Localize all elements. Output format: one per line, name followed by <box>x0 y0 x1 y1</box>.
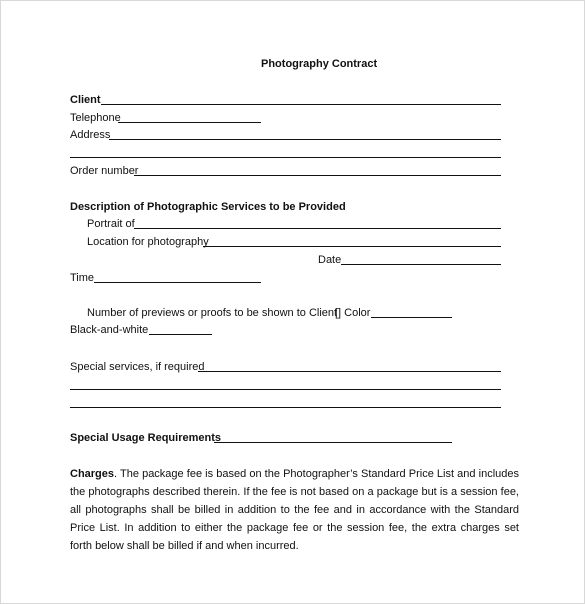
portrait-of-label: Portrait of <box>87 218 135 230</box>
telephone-field-line[interactable] <box>118 122 261 123</box>
description-heading: Description of Photographic Services to be Provided <box>70 201 346 213</box>
black-and-white-label: Black-and-white <box>70 324 149 336</box>
date-label: Date <box>318 254 342 266</box>
special-services-field-line[interactable] <box>198 371 501 372</box>
special-services-field-line-2[interactable] <box>70 389 501 390</box>
date-field-line[interactable] <box>341 264 501 265</box>
special-usage-label: Special Usage Requirements <box>70 432 222 444</box>
client-label: Client <box>70 94 101 106</box>
special-services-field-line-3[interactable] <box>70 407 501 408</box>
location-field-line[interactable] <box>203 246 501 247</box>
location-label: Location for photography <box>87 236 209 248</box>
address-field-line[interactable] <box>109 139 501 140</box>
telephone-label: Telephone <box>70 112 121 124</box>
previews-label: Number of previews or proofs to be shown to Client <box>87 307 338 319</box>
address-label: Address <box>70 129 111 141</box>
portrait-of-field-line[interactable] <box>134 228 501 229</box>
time-field-line[interactable] <box>94 282 261 283</box>
address-field-line-2[interactable] <box>70 157 501 158</box>
special-services-label: Special services, if required <box>70 361 205 373</box>
color-checkbox-label[interactable]: [] Color <box>335 307 371 319</box>
page-title: Photography Contract <box>261 58 378 70</box>
order-number-field-line[interactable] <box>134 175 501 176</box>
color-field-line[interactable] <box>371 317 452 318</box>
order-number-label: Order number <box>70 165 139 177</box>
charges-text: . The package fee is based on the Photographer’s Standard Price List and includes the photographs described therein. If the fee is not based on a package but is a session fee, all photographs shall be billed in addition to the fee and in accordance with the Standard Price List. In addition to either the package fee or the session fee, the extra charges set forth below shall be billed if and when incurred. <box>70 468 519 552</box>
charges-heading: Charges <box>70 468 115 480</box>
black-and-white-field-line[interactable] <box>149 334 212 335</box>
time-label: Time <box>70 272 95 284</box>
special-usage-field-line[interactable] <box>214 442 452 443</box>
client-field-line[interactable] <box>101 104 501 105</box>
charges-paragraph <box>70 465 519 555</box>
